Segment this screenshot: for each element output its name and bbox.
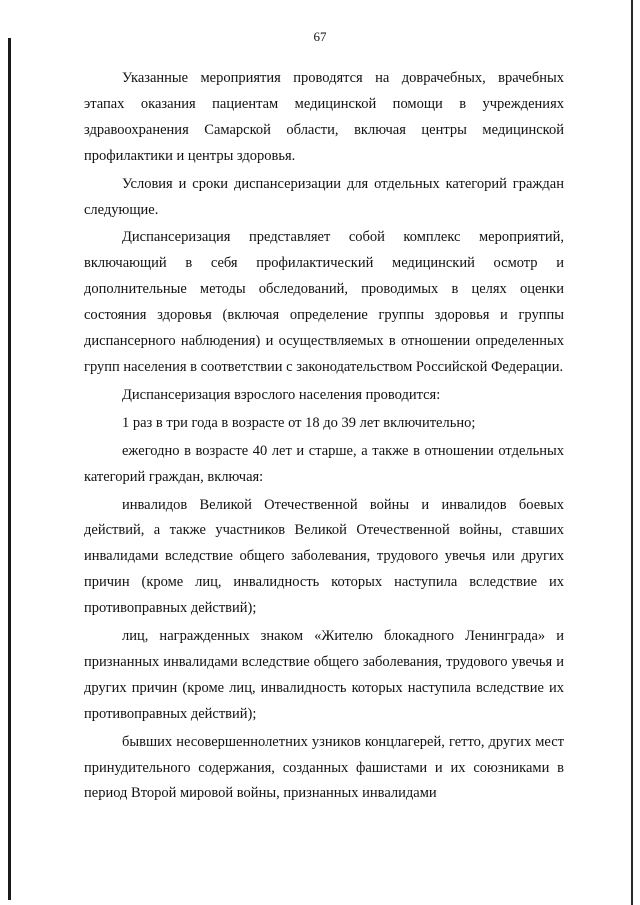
scan-right-edge	[631, 0, 633, 905]
list-item-annually: ежегодно в возрасте 40 лет и старше, а также в отношении отдельных категорий граждан, включая:	[84, 442, 564, 485]
document-body	[84, 66, 564, 807]
paragraph-adult-dispensary: Диспансеризация взрослого населения проводится:	[122, 386, 441, 403]
paragraph-measures-stages: Указанные мероприятия проводятся на доврачебных, врачебных этапах оказания пациентам медицинской помощи в учреждениях здравоохранения Самарской области, включая центры медицинской профилактики и центры здоровья.	[84, 70, 564, 164]
paragraph-conditions-terms: Условия и сроки диспансеризации для отдельных категорий граждан следующие.	[84, 175, 564, 218]
sub-item-war-invalids: инвалидов Великой Отечественной войны и инвалидов боевых действий, а также участников Великой Отечественной войны, ставших инвалидами вследствие общего заболевания, трудового увечья или других причин (кроме лиц, инвалидность которых наступила вследствие их противоправных действий);	[84, 496, 564, 617]
scan-left-edge	[8, 38, 11, 900]
sub-item-camp-prisoners: бывших несовершеннолетних узников концлагерей, гетто, других мест принудительного содержания, созданных фашистами и их союзниками в период Второй мировой войны, признанных инвалидами	[84, 733, 564, 802]
list-item-every-three-years: 1 раз в три года в возрасте от 18 до 39 лет включительно;	[122, 414, 476, 431]
paragraph-definition: Диспансеризация представляет собой комплекс мероприятий, включающий в себя профилактический медицинский осмотр и дополнительные методы обследований, проводимых в целях оценки состояния здоровья (включая определение группы здоровья и группы диспансерного наблюдения) и осуществляемых в отношении определенных групп населения в соответствии с законодательством Российской Федерации.	[84, 229, 564, 375]
page-number: 67	[313, 29, 327, 44]
sub-item-leningrad-siege: лиц, награжденных знаком «Жителю блокадного Ленинграда» и признанных инвалидами вследствие общего заболевания, трудового увечья и других причин (кроме лиц, инвалидность которых наступила вследствие их противоправных действий);	[84, 628, 564, 722]
